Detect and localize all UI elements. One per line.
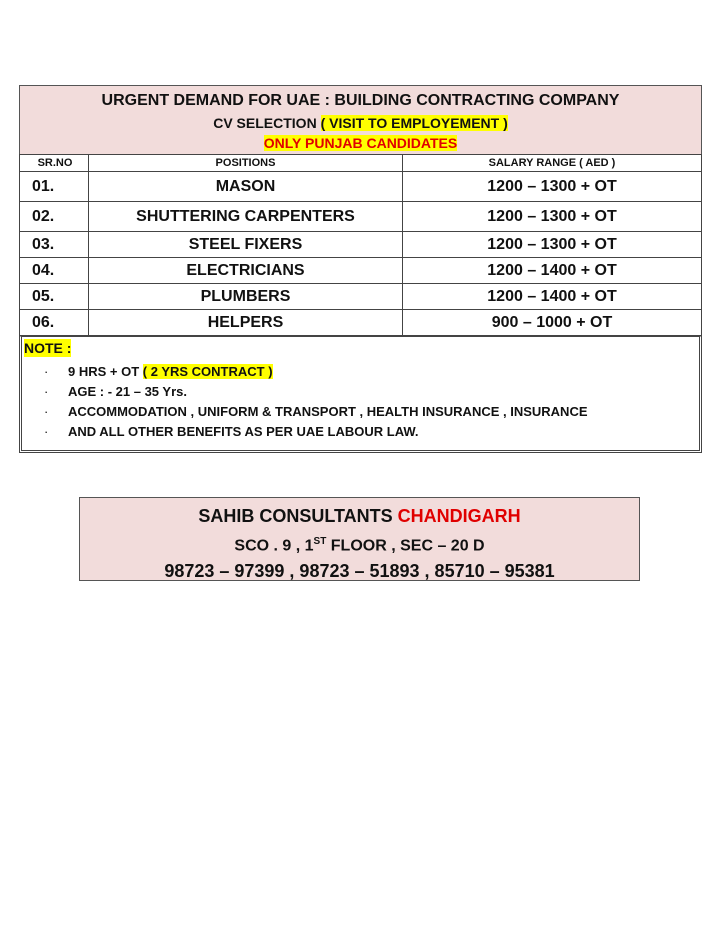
note-label: NOTE : — [24, 340, 72, 356]
row-position: PLUMBERS — [89, 284, 403, 310]
row-sr: 04. — [20, 258, 89, 284]
row-sr: 01. — [20, 172, 89, 202]
note-item-text: AND ALL OTHER BENEFITS AS PER UAE LABOUR LAW. — [68, 424, 419, 439]
row-position: HELPERS — [89, 310, 403, 336]
row-position: ELECTRICIANS — [89, 258, 403, 284]
note-list — [24, 362, 699, 442]
table-header-row — [20, 155, 702, 172]
consultant-name-line — [80, 502, 639, 530]
positions-table — [19, 154, 702, 336]
row-sr: 06. — [20, 310, 89, 336]
note-item — [44, 362, 699, 382]
note-item — [44, 402, 699, 422]
row-salary: 1200 – 1400 + OT — [403, 284, 702, 310]
bullet-icon: · — [44, 384, 49, 399]
note-item-text: AGE : - 21 – 35 Yrs. — [68, 384, 187, 399]
consultant-city: CHANDIGARH — [397, 506, 521, 526]
note-item-text: 9 HRS + OT — [68, 364, 143, 379]
row-sr: 03. — [20, 232, 89, 258]
cv-selection-line — [20, 113, 701, 133]
address-prefix: SCO . 9 , 1 — [234, 537, 314, 555]
bullet-icon: · — [44, 404, 49, 419]
table-row — [20, 172, 702, 202]
table-row — [20, 232, 702, 258]
bullet-icon: · — [44, 424, 49, 439]
job-notice — [19, 85, 702, 453]
note-section — [19, 336, 702, 453]
table-row — [20, 202, 702, 232]
consultant-address — [80, 530, 639, 558]
notice-title: URGENT DEMAND FOR UAE : BUILDING CONTRACTING COMPANY — [101, 92, 620, 109]
bullet-icon: · — [44, 364, 49, 379]
address-superscript: ST — [313, 536, 327, 547]
consultant-name: SAHIB CONSULTANTS — [198, 506, 398, 526]
row-sr: 02. — [20, 202, 89, 232]
table-row — [20, 310, 702, 336]
row-position: SHUTTERING CARPENTERS — [89, 202, 403, 232]
row-salary: 1200 – 1400 + OT — [403, 258, 702, 284]
notice-header — [19, 85, 702, 154]
consultant-phones: 98723 – 97399 , 98723 – 51893 , 85710 – 95381 — [164, 561, 555, 582]
row-salary: 900 – 1000 + OT — [403, 310, 702, 336]
row-salary: 1200 – 1300 + OT — [403, 172, 702, 202]
only-candidates-line — [20, 133, 701, 153]
cv-selection-text: CV SELECTION — [213, 115, 321, 131]
row-salary: 1200 – 1300 + OT — [403, 232, 702, 258]
table-row — [20, 284, 702, 310]
row-sr: 05. — [20, 284, 89, 310]
row-position: MASON — [89, 172, 403, 202]
note-item-text: ACCOMMODATION , UNIFORM & TRANSPORT , HEALTH INSURANCE , INSURANCE — [68, 404, 588, 419]
contract-highlight: ( 2 YRS CONTRACT ) — [142, 364, 273, 379]
note-item — [44, 422, 699, 442]
col-header-srno: SR.NO — [20, 155, 89, 172]
contact-box — [79, 497, 640, 581]
table-row — [20, 258, 702, 284]
col-header-positions: POSITIONS — [89, 155, 403, 172]
visit-highlight: ( VISIT TO EMPLOYEMENT ) — [320, 115, 508, 131]
only-candidates-text: ONLY PUNJAB CANDIDATES — [263, 135, 458, 151]
address-suffix: FLOOR , SEC – 20 D — [326, 537, 485, 555]
row-position: STEEL FIXERS — [89, 232, 403, 258]
note-item — [44, 382, 699, 402]
col-header-salary: SALARY RANGE ( AED ) — [403, 155, 702, 172]
row-salary: 1200 – 1300 + OT — [403, 202, 702, 232]
